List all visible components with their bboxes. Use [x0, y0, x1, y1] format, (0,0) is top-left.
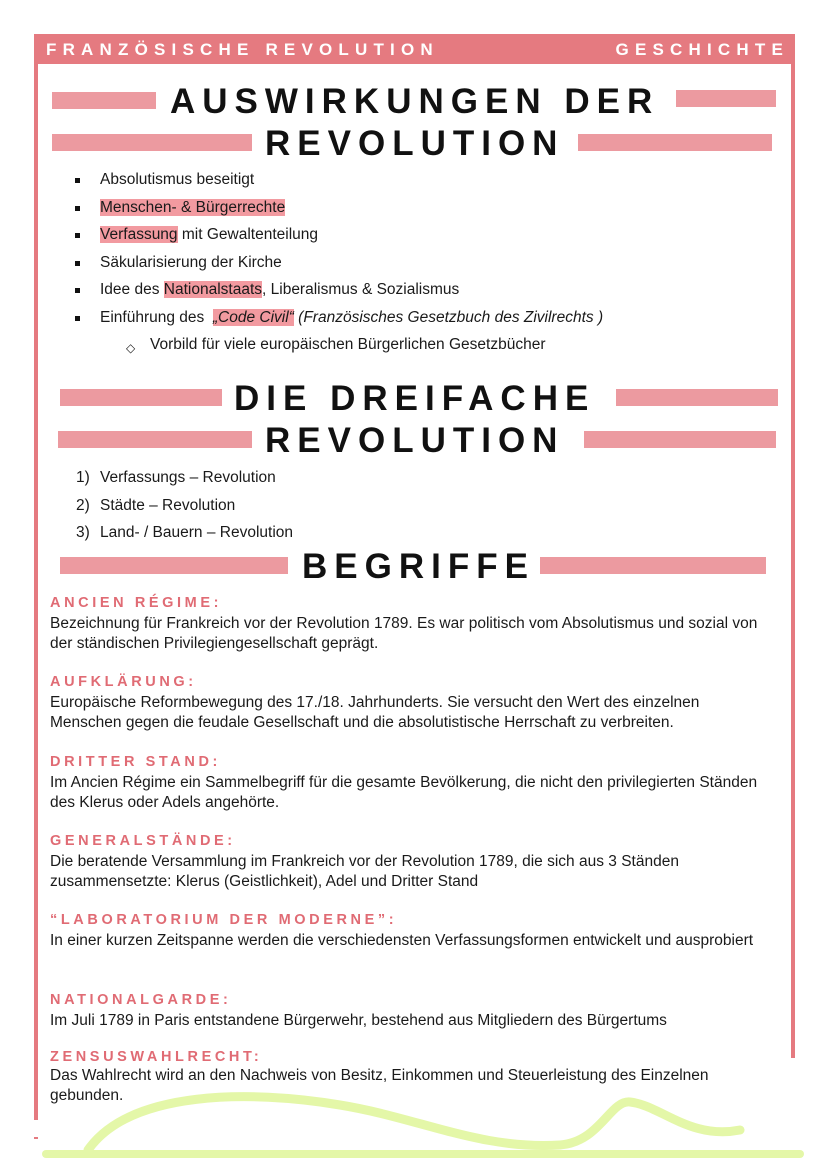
term-definition: In einer kurzen Zeitspanne werden die verschiedensten Verfassungsformen entwickelt und ausprobiert — [50, 932, 754, 949]
term-definition: Europäische Reformbewegung des 17./18. Jahrhunderts. Sie versucht den Wert des einzelnen Menschen gegen die feudale Gesellschaft und die absolutistische Herrschaft zu verbreiten. — [50, 694, 700, 731]
section-title-effects-line2: REVOLUTION — [265, 124, 565, 163]
term-title: ZENSUSWAHLRECHT: — [50, 1049, 263, 1065]
list-item: Idee des Nationalstaats, Liberalismus & Sozialismus — [70, 278, 603, 306]
section-title-triple-line2: REVOLUTION — [265, 421, 565, 460]
highlighted-text: Verfassung — [100, 226, 178, 243]
highlighted-text: „Code Civil“ — [212, 308, 294, 326]
list-item: 3) Land- / Bauern – Revolution — [76, 524, 294, 541]
term-definition: Im Ancien Régime ein Sammelbegriff für die gesamte Bevölkerung, die nicht den privilegierten Ständen des Klerus oder Adels angehörte. — [50, 774, 758, 811]
header-subject: GESCHICHTE — [615, 40, 789, 59]
section-title-triple-line1: DIE DREIFACHE — [234, 379, 596, 418]
term-definition: Im Juli 1789 in Paris entstandene Bürgerwehr, bestehend aus Mitgliedern des Bürgertums — [50, 1012, 667, 1029]
term-title: GENERALSTÄNDE: — [50, 833, 236, 849]
list-item: Einführung des „Code Civil“ (Französisches Gesetzbuch des Zivilrechts ) — [70, 306, 603, 334]
list-item: 2) Städte – Revolution — [76, 496, 236, 514]
highlighted-text: Nationalstaats — [163, 281, 263, 298]
list-item: Verfassung mit Gewaltenteilung — [70, 223, 603, 251]
term-definition: Die beratende Versammlung im Frankreich vor der Revolution 1789, die sich aus 3 Ständen zusammensetzte: Klerus (Geistlichkeit), Adel und Dritter Stand — [50, 853, 679, 890]
list-item: Absolutismus beseitigt — [70, 168, 603, 196]
header-topic: FRANZÖSISCHE REVOLUTION — [46, 40, 439, 59]
highlighted-text: Menschen- & Bürgerrechte — [100, 198, 286, 216]
section-title-effects-line1: AUSWIRKUNGEN DER — [170, 82, 660, 121]
term-title: ANCIEN RÉGIME: — [50, 595, 223, 611]
list-item: 1) Verfassungs – Revolution — [76, 469, 276, 486]
section-title-terms: BEGRIFFE — [302, 547, 535, 586]
diamond-bullet-icon: ◇ — [126, 341, 136, 355]
term-definition: Das Wahlrecht wird an den Nachweis von Besitz, Einkommen und Steuerleistung des Einzelnen gebunden. — [50, 1067, 709, 1104]
term-title: NATIONALGARDE: — [50, 992, 232, 1008]
sub-list-item: ◇ Vorbild für viele europäischen Bürgerlichen Gesetzbücher — [70, 333, 603, 361]
term-title: AUFKLÄRUNG: — [50, 674, 197, 690]
term-definition: Bezeichnung für Frankreich vor der Revolution 1789. Es war politisch vom Absolutismus und sozial von der ständischen Privilegiengesellschaft geprägt. — [50, 615, 758, 652]
term-title: DRITTER STAND: — [50, 754, 221, 770]
term-title: “LABORATORIUM DER MODERNE”: — [50, 912, 398, 928]
list-item: Säkularisierung der Kirche — [70, 251, 603, 279]
